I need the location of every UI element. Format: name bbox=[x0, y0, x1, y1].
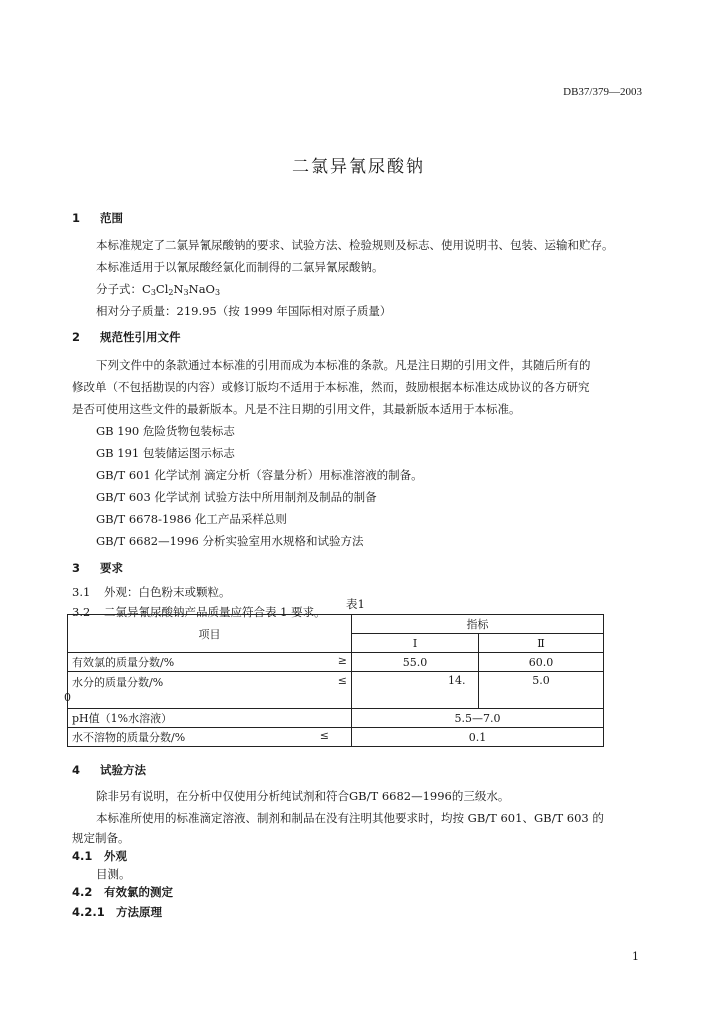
subsection-title: 外观 bbox=[104, 849, 127, 863]
subsection-number: 4.1 bbox=[72, 849, 93, 863]
subsection-title: 有效氯的测定 bbox=[104, 885, 173, 899]
paragraph-line: 本标准所使用的标准滴定溶液、制剂和制品在没有注明其他要求时，均按 GB/T 601、GB/T 603 的 bbox=[96, 811, 604, 825]
reference-item: GB 191 包装储运图示标志 bbox=[96, 446, 235, 460]
section-title: 范围 bbox=[100, 211, 123, 225]
table-header-row bbox=[68, 615, 604, 634]
reference-item: GB/T 6678-1986 化工产品采样总则 bbox=[96, 512, 287, 526]
subsection-4-1 bbox=[72, 848, 127, 864]
subsection-text: 外观：白色粉末或颗粒。 bbox=[104, 585, 231, 599]
subsection-4-2-1 bbox=[72, 904, 162, 920]
value-merged: 0.1 bbox=[352, 728, 604, 747]
document-code: DB37/379—2003 bbox=[563, 86, 642, 98]
row-item: pH值（1%水溶液） bbox=[68, 709, 352, 728]
section-number: 1 bbox=[72, 211, 81, 225]
subsection-4-2 bbox=[72, 884, 173, 900]
formula-element: Cl bbox=[155, 282, 169, 296]
paragraph: 目测。 bbox=[96, 867, 131, 881]
comparison-symbol: ≤ bbox=[319, 729, 329, 742]
paragraph-line: 下列文件中的条款通过本标准的引用而成为本标准的条款。凡是注日期的引用文件，其随后所有的 bbox=[96, 358, 591, 372]
subsection-title: 方法原理 bbox=[116, 905, 162, 919]
section-2-heading bbox=[72, 329, 181, 345]
paragraph: 除非另有说明，在分析中仅使用分析纯试剂和符合GB/T 6682—1996的三级水。 bbox=[96, 789, 510, 803]
value-part-wrapped: 0 bbox=[64, 691, 71, 704]
value-part: 14. bbox=[448, 674, 466, 687]
table-row bbox=[68, 653, 604, 672]
row-item bbox=[68, 728, 352, 747]
formula-subscript: 3 bbox=[150, 288, 156, 297]
quality-spec-table bbox=[64, 614, 604, 747]
item-label: 水不溶物的质量分数/% bbox=[72, 731, 186, 744]
section-title: 试验方法 bbox=[100, 763, 146, 777]
section-1-heading bbox=[72, 210, 123, 226]
section-number: 3 bbox=[72, 561, 81, 575]
paragraph-line: 修改单（不包括勘误的内容）或修订版均不适用于本标准，然而，鼓励根据本标准达成协议的各方研究 bbox=[72, 380, 590, 394]
header-item: 项目 bbox=[68, 615, 352, 653]
reference-item: GB/T 601 化学试剂 滴定分析（容量分析）用标准溶液的制备。 bbox=[96, 468, 423, 482]
molecular-mass: 相对分子质量：219.95（按 1999 年国际相对原子质量） bbox=[96, 304, 392, 318]
row-item bbox=[68, 672, 352, 709]
section-title: 规范性引用文件 bbox=[100, 330, 181, 344]
section-4-heading bbox=[72, 762, 146, 778]
paragraph-line: 规定制备。 bbox=[72, 831, 130, 845]
formula-subscript: 2 bbox=[168, 288, 174, 297]
section-3-heading bbox=[72, 560, 123, 576]
subsection-number: 4.2 bbox=[72, 885, 93, 899]
formula-label: 分子式： bbox=[96, 282, 142, 296]
paragraph: 本标准适用于以氰尿酸经氯化而制得的二氯异氰尿酸钠。 bbox=[96, 260, 384, 274]
formula-subscript: 3 bbox=[215, 288, 221, 297]
section-title: 要求 bbox=[100, 561, 123, 575]
row-item bbox=[68, 653, 352, 672]
item-label: 水分的质量分数/% bbox=[72, 676, 164, 689]
section-number: 4 bbox=[72, 763, 81, 777]
subsection-number: 4.2.1 bbox=[72, 905, 105, 919]
comparison-symbol: ≥ bbox=[337, 654, 347, 667]
subsection-number: 3.2 bbox=[72, 605, 91, 619]
item-label: 有效氯的质量分数/% bbox=[72, 656, 175, 669]
comparison-symbol: ≤ bbox=[337, 674, 347, 687]
table-row bbox=[68, 672, 604, 709]
paragraph-line: 是否可使用这些文件的最新版本。凡是不注日期的引用文件，其最新版本适用于本标准。 bbox=[72, 402, 521, 416]
page-number: 1 bbox=[632, 950, 639, 963]
formula-subscript: 3 bbox=[183, 288, 189, 297]
section-number: 2 bbox=[72, 330, 81, 344]
value-grade-2: 5.0 bbox=[479, 672, 604, 709]
header-grade-2: Ⅱ bbox=[479, 634, 604, 653]
value-grade-1: 55.0 bbox=[352, 653, 479, 672]
formula-element: NaO bbox=[188, 282, 215, 296]
reference-item: GB 190 危险货物包装标志 bbox=[96, 424, 235, 438]
subsection-number: 3.1 bbox=[72, 585, 91, 599]
table-caption: 表1 bbox=[346, 597, 365, 611]
value-merged: 5.5—7.0 bbox=[352, 709, 604, 728]
reference-item: GB/T 603 化学试剂 试验方法中所用制剂及制品的制备 bbox=[96, 490, 377, 504]
header-index: 指标 bbox=[352, 615, 604, 634]
formula-element: N bbox=[173, 282, 184, 296]
table-row bbox=[68, 728, 604, 747]
reference-item: GB/T 6682—1996 分析实验室用水规格和试验方法 bbox=[96, 534, 364, 548]
paragraph: 本标准规定了二氯异氰尿酸钠的要求、试验方法、检验规则及标志、使用说明书、包装、运输和贮存。 bbox=[96, 238, 614, 252]
table-row bbox=[68, 709, 604, 728]
subsection-text: 二氯异氰尿酸钠产品质量应符合表 1 要求。 bbox=[104, 605, 326, 619]
formula-element: C bbox=[142, 282, 151, 296]
subsection-3-1 bbox=[72, 584, 231, 600]
document-title: 二氯异氰尿酸钠 bbox=[292, 157, 425, 177]
value-grade-2: 60.0 bbox=[479, 653, 604, 672]
header-grade-1: Ⅰ bbox=[352, 634, 479, 653]
molecular-formula bbox=[96, 281, 220, 297]
